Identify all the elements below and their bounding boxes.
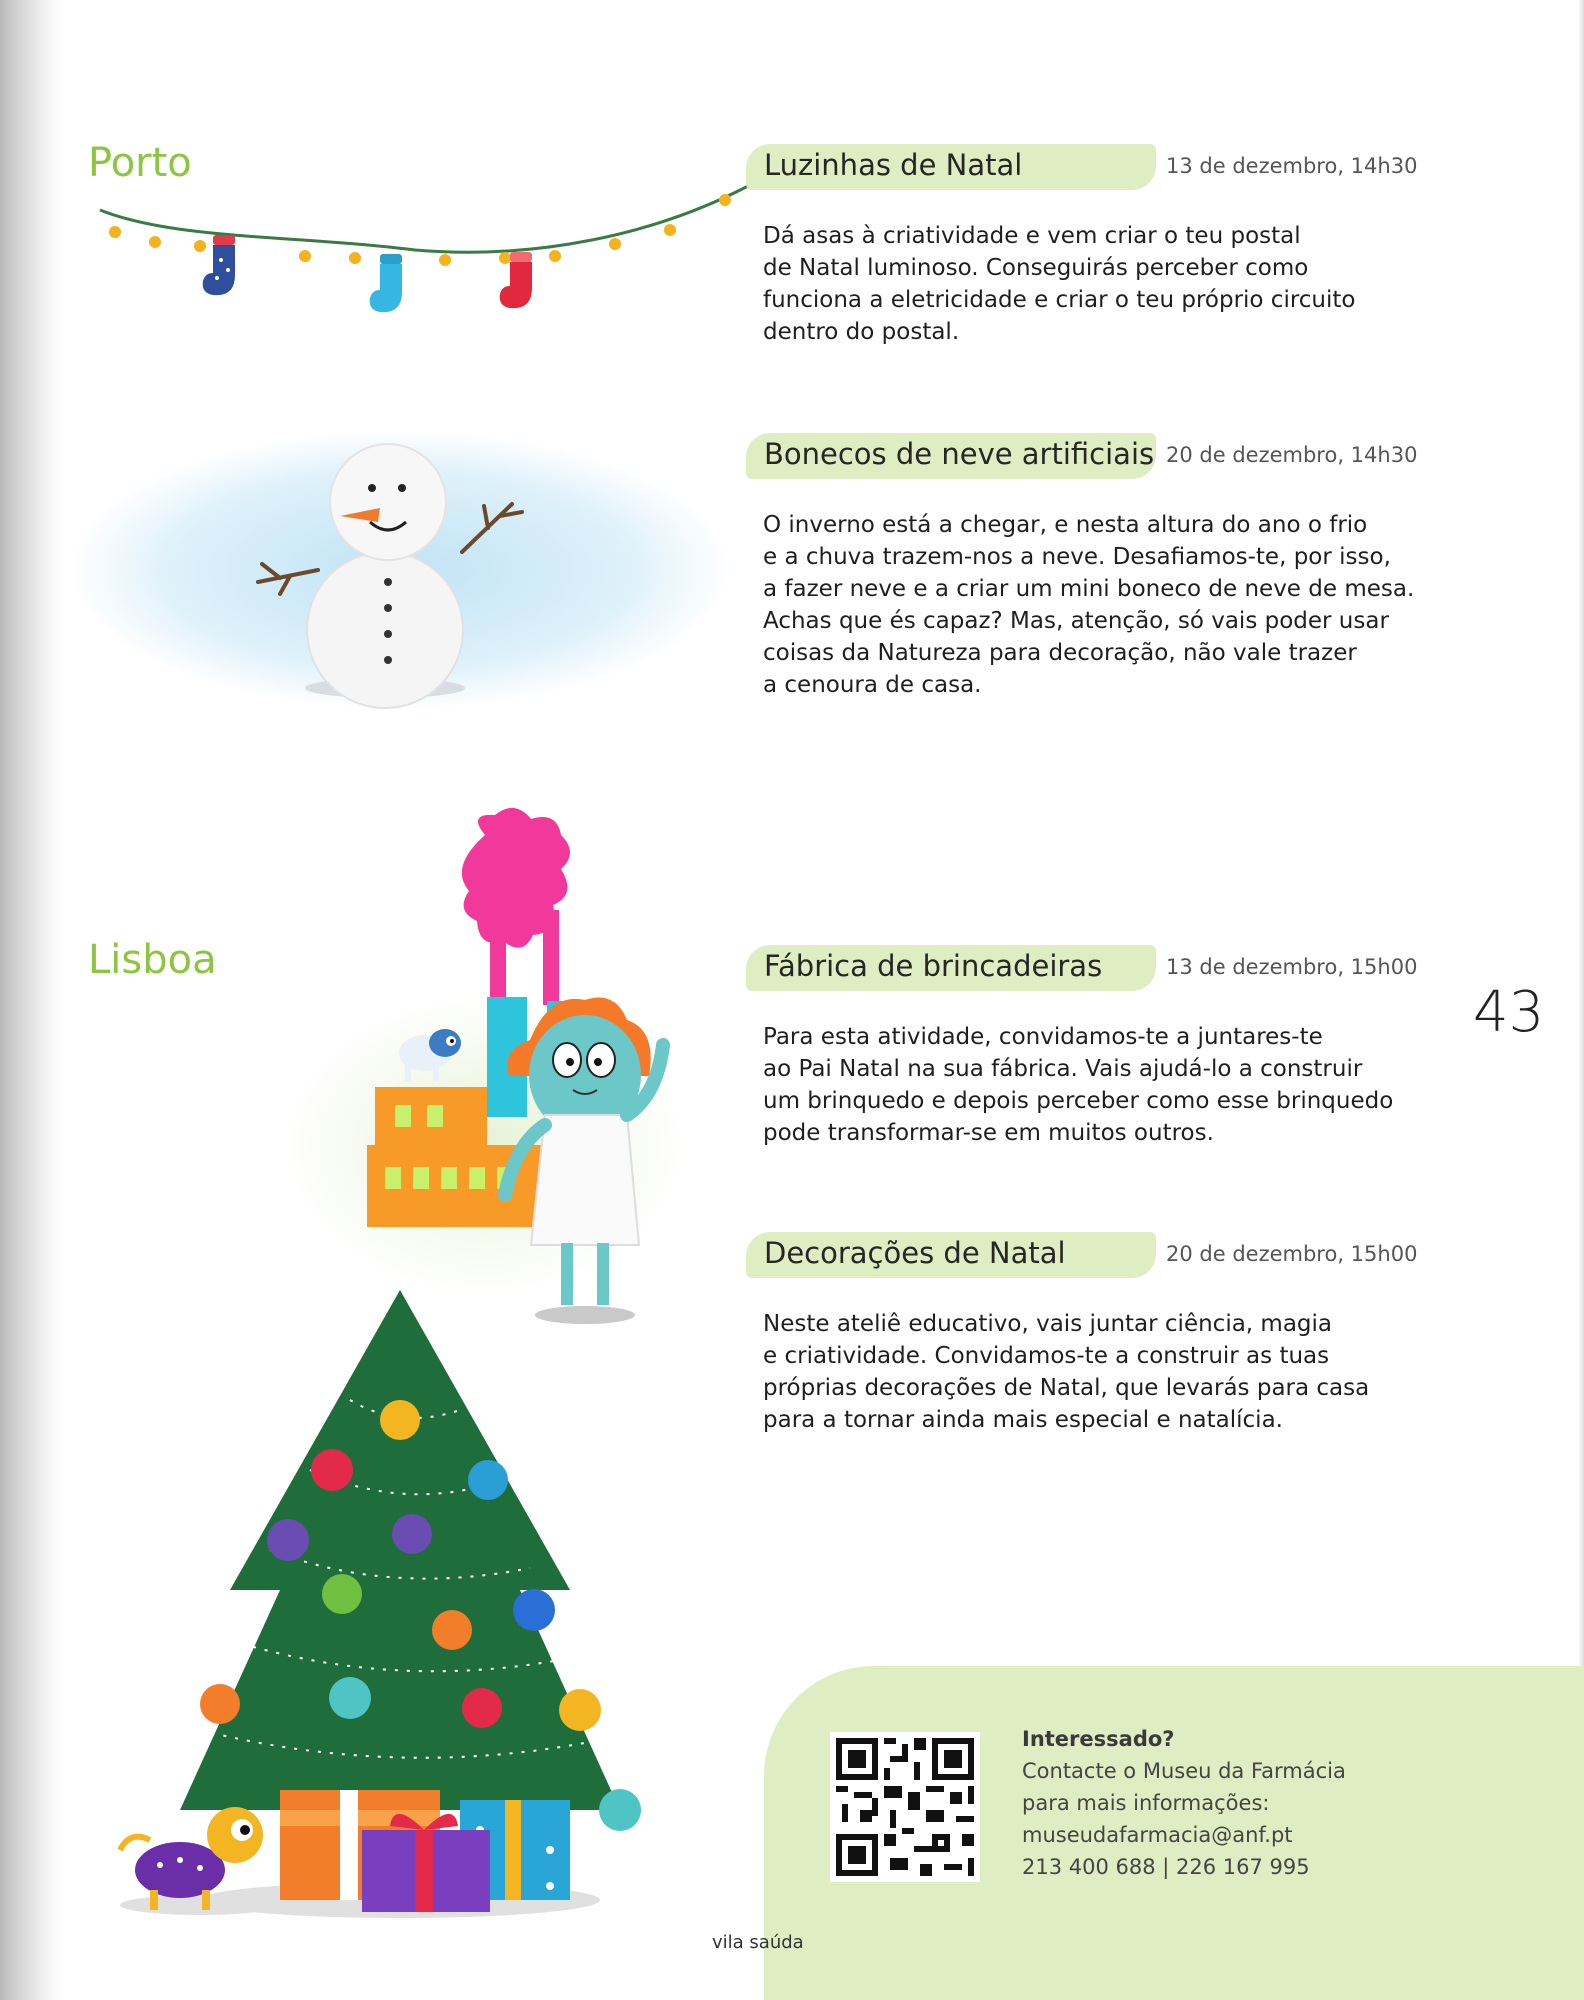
footer-publication-name: vila saúda xyxy=(712,1932,804,1953)
event-date: 20 de dezembro, 14h30 xyxy=(1166,443,1418,467)
event-description: Para esta atividade, convidamos-te a juntares-te ao Pai Natal na sua fábrica. Vais ajudá-lo a construir um brinquedo e depois perceber como esse brinquedo pode transformar-se em muitos outros. xyxy=(763,1024,1394,1146)
event-title: Bonecos de neve artificiais xyxy=(764,437,1155,471)
stocking-cyan-icon xyxy=(370,254,402,312)
event-title-pill xyxy=(746,1232,1418,1276)
event-decoracoes-de-natal xyxy=(747,1232,1447,1433)
qr-code-icon[interactable] xyxy=(830,1732,980,1882)
event-luzinhas-de-natal xyxy=(747,144,1447,345)
event-title-pill xyxy=(746,144,1418,188)
stocking-navy-icon xyxy=(203,235,235,295)
city-heading-porto: Porto xyxy=(88,140,192,186)
event-description: Neste ateliê educativo, vais juntar ciência, magia e criatividade. Convidamos-te a construir as tuas próprias decorações de Natal, que levarás para casa para a tornar ainda mais especial e natalícia. xyxy=(763,1311,1370,1433)
contact-email-link[interactable]: museudafarmacia@anf.pt xyxy=(1022,1823,1293,1847)
event-date: 13 de dezembro, 14h30 xyxy=(1166,154,1418,178)
christmas-lights-illustration xyxy=(95,180,755,320)
event-title: Luzinhas de Natal xyxy=(764,148,1023,182)
contact-line-2: para mais informações: xyxy=(1022,1791,1270,1815)
event-title: Fábrica de brincadeiras xyxy=(764,949,1103,983)
event-fabrica-de-brincadeiras xyxy=(747,945,1447,1146)
event-description: Dá asas à criatividade e vem criar o teu postal de Natal luminoso. Conseguirás perceber como funciona a eletricidade e criar o teu próprio circuito dentro do postal. xyxy=(763,223,1356,345)
city-heading-lisboa: Lisboa xyxy=(88,937,217,983)
page-number: 43 xyxy=(1473,980,1545,1045)
event-date: 13 de dezembro, 15h00 xyxy=(1166,955,1418,979)
event-title-pill xyxy=(746,945,1418,989)
event-bonecos-de-neve xyxy=(747,433,1447,698)
contact-phones[interactable]: 213 400 688 | 226 167 995 xyxy=(1022,1855,1310,1879)
snowman-illustration xyxy=(70,430,730,720)
gift-boxes-icon xyxy=(280,1790,570,1912)
contact-heading: Interessado? xyxy=(1022,1727,1175,1751)
christmas-tree-illustration xyxy=(110,1290,650,1930)
contact-line-1: Contacte o Museu da Farmácia xyxy=(1022,1759,1346,1783)
event-title-pill xyxy=(746,433,1418,477)
contact-info xyxy=(1022,1723,1346,1883)
event-date: 20 de dezembro, 15h00 xyxy=(1166,1242,1418,1266)
event-description: O inverno está a chegar, e nesta altura do ano o frio e a chuva trazem-nos a neve. Desafiamos-te, por isso, a fazer neve e a criar um mini boneco de neve de mesa. Achas que és capaz? Mas, atenção, só vais poder usar coisas da Natureza para decoração, não vale trazer a cenoura de casa. xyxy=(763,512,1415,698)
toy-factory-illustration xyxy=(255,815,695,1340)
page-binding-shadow xyxy=(0,0,62,2000)
event-title: Decorações de Natal xyxy=(764,1236,1066,1270)
